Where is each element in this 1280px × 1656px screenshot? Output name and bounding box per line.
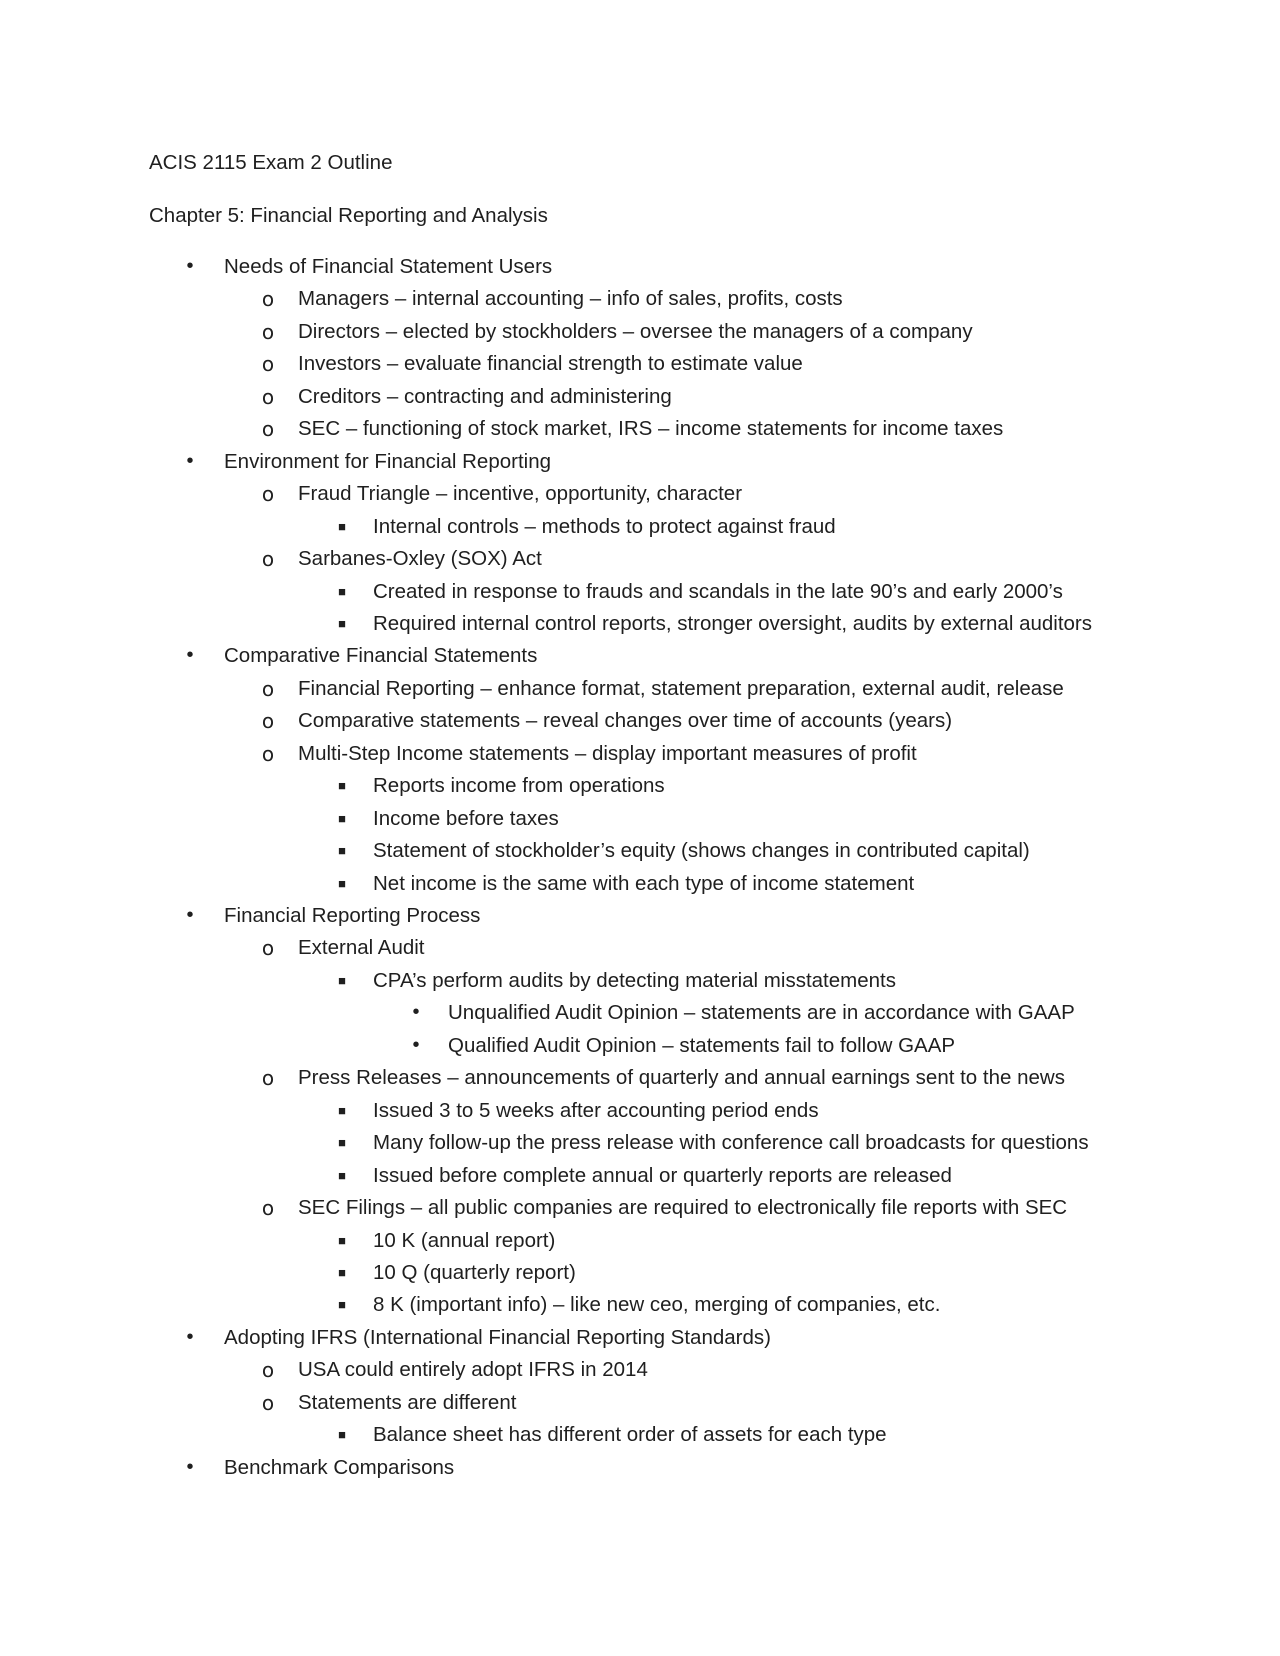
outline-item-text: Issued 3 to 5 weeks after accounting period ends	[373, 1098, 819, 1122]
circle-bullet-icon: o	[261, 709, 275, 734]
circle-bullet-icon: o	[261, 1358, 275, 1383]
square-bullet-icon: ■	[338, 1264, 346, 1280]
outline-item-text: Issued before complete annual or quarterly reports are released	[373, 1163, 952, 1187]
outline-item-text: Statement of stockholder’s equity (shows changes in contributed capital)	[373, 839, 1030, 863]
outline-item-text: External Audit	[298, 936, 425, 960]
square-bullet-icon: ■	[338, 615, 346, 631]
circle-bullet-icon: o	[261, 417, 275, 442]
square-bullet-icon: ■	[338, 972, 346, 988]
bullet-icon: •	[186, 644, 194, 667]
outline-item-text: 10 K (annual report)	[373, 1228, 556, 1252]
circle-bullet-icon: o	[261, 936, 275, 961]
outline-item-text: Income before taxes	[373, 806, 559, 830]
circle-bullet-icon: o	[261, 547, 275, 572]
circle-bullet-icon: o	[261, 741, 275, 766]
outline-item-text: Fraud Triangle – incentive, opportunity, character	[298, 482, 743, 506]
circle-bullet-icon: o	[261, 319, 275, 344]
outline-item-text: Financial Reporting Process	[224, 904, 481, 927]
chapter-heading: Chapter 5: Financial Reporting and Analysis	[149, 204, 548, 227]
circle-bullet-icon: o	[261, 482, 275, 507]
outline-item-text: Press Releases – announcements of quarterly and annual earnings sent to the news	[298, 1066, 1065, 1090]
outline-item-text: Internal controls – methods to protect against fraud	[373, 514, 836, 538]
circle-bullet-icon: o	[261, 676, 275, 701]
outline-item-text: Comparative Financial Statements	[224, 644, 538, 668]
bullet-icon: •	[186, 255, 194, 277]
outline-item-text: Unqualified Audit Opinion – statements are in accordance with GAAP	[448, 1001, 1075, 1025]
square-bullet-icon: ■	[338, 1297, 346, 1313]
square-bullet-icon: ■	[338, 1232, 346, 1248]
outline-item-text: Balance sheet has different order of assets for each type	[373, 1423, 887, 1447]
outline-item-text: Created in response to frauds and scandals in the late 90’s and early 2000’s	[373, 579, 1063, 603]
bullet-icon: •	[186, 904, 194, 926]
square-bullet-icon: ■	[338, 810, 346, 826]
circle-bullet-icon: o	[261, 384, 275, 409]
outline-item-text: Qualified Audit Opinion – statements fail to follow GAAP	[448, 1033, 956, 1057]
square-bullet-icon: ■	[338, 843, 346, 859]
square-bullet-icon: ■	[338, 778, 346, 794]
document-title: ACIS 2115 Exam 2 Outline	[149, 151, 393, 174]
outline-item-text: SEC Filings – all public companies are required to electronically file reports with SEC	[298, 1196, 1068, 1220]
bullet-icon: •	[412, 1001, 420, 1024]
outline-item-text: Required internal control reports, stronger oversight, audits by external auditors	[373, 611, 1093, 635]
circle-bullet-icon: o	[261, 1390, 275, 1415]
square-bullet-icon: ■	[338, 583, 346, 599]
outline-item-text: Environment for Financial Reporting	[224, 449, 552, 473]
outline-item-text: Managers – internal accounting – info of sales, profits, costs	[298, 287, 843, 311]
outline-item-text: Creditors – contracting and administering	[298, 384, 672, 408]
bullet-icon: •	[412, 1033, 420, 1056]
square-bullet-icon: ■	[338, 1135, 346, 1151]
outline-item-text: Many follow-up the press release with conference call broadcasts for questions	[373, 1131, 1089, 1155]
outline-item-text: 10 Q (quarterly report)	[373, 1260, 576, 1284]
square-bullet-icon: ■	[338, 1167, 346, 1183]
outline-item-text: Net income is the same with each type of income statement	[373, 871, 915, 895]
outline-item-text: Needs of Financial Statement Users	[224, 255, 553, 278]
circle-bullet-icon: o	[261, 1196, 275, 1221]
outline-item-text: 8 K (important info) – like new ceo, merging of companies, etc.	[373, 1293, 941, 1317]
bullet-icon: •	[186, 449, 194, 472]
outline-item-text: CPA’s perform audits by detecting material misstatements	[373, 968, 896, 992]
outline-item-text: Investors – evaluate financial strength to estimate value	[298, 352, 803, 376]
outline-item-text: Adopting IFRS (International Financial Reporting Standards)	[224, 1325, 771, 1349]
outline-item-text: Financial Reporting – enhance format, statement preparation, external audit, release	[298, 676, 1064, 700]
circle-bullet-icon: o	[261, 287, 275, 312]
square-bullet-icon: ■	[338, 1427, 346, 1443]
bullet-icon: •	[186, 1455, 194, 1478]
outline-item-text: SEC – functioning of stock market, IRS – income statements for income taxes	[298, 417, 1004, 441]
outline-item-text: Sarbanes-Oxley (SOX) Act	[298, 547, 542, 571]
outline-item-text: Reports income from operations	[373, 774, 665, 798]
outline-item-text: Comparative statements – reveal changes over time of accounts (years)	[298, 709, 953, 733]
outline-item-text: USA could entirely adopt IFRS in 2014	[298, 1358, 648, 1382]
outline-item-text: Benchmark Comparisons	[224, 1455, 455, 1479]
outline-item-text: Directors – elected by stockholders – oversee the managers of a company	[298, 319, 973, 343]
square-bullet-icon: ■	[338, 1102, 346, 1118]
square-bullet-icon: ■	[338, 875, 346, 891]
square-bullet-icon: ■	[338, 518, 346, 534]
circle-bullet-icon: o	[261, 1066, 275, 1091]
outline-item-text: Multi-Step Income statements – display important measures of profit	[298, 741, 917, 765]
bullet-icon: •	[186, 1325, 194, 1348]
outline-item-text: Statements are different	[298, 1390, 517, 1414]
circle-bullet-icon: o	[261, 352, 275, 377]
